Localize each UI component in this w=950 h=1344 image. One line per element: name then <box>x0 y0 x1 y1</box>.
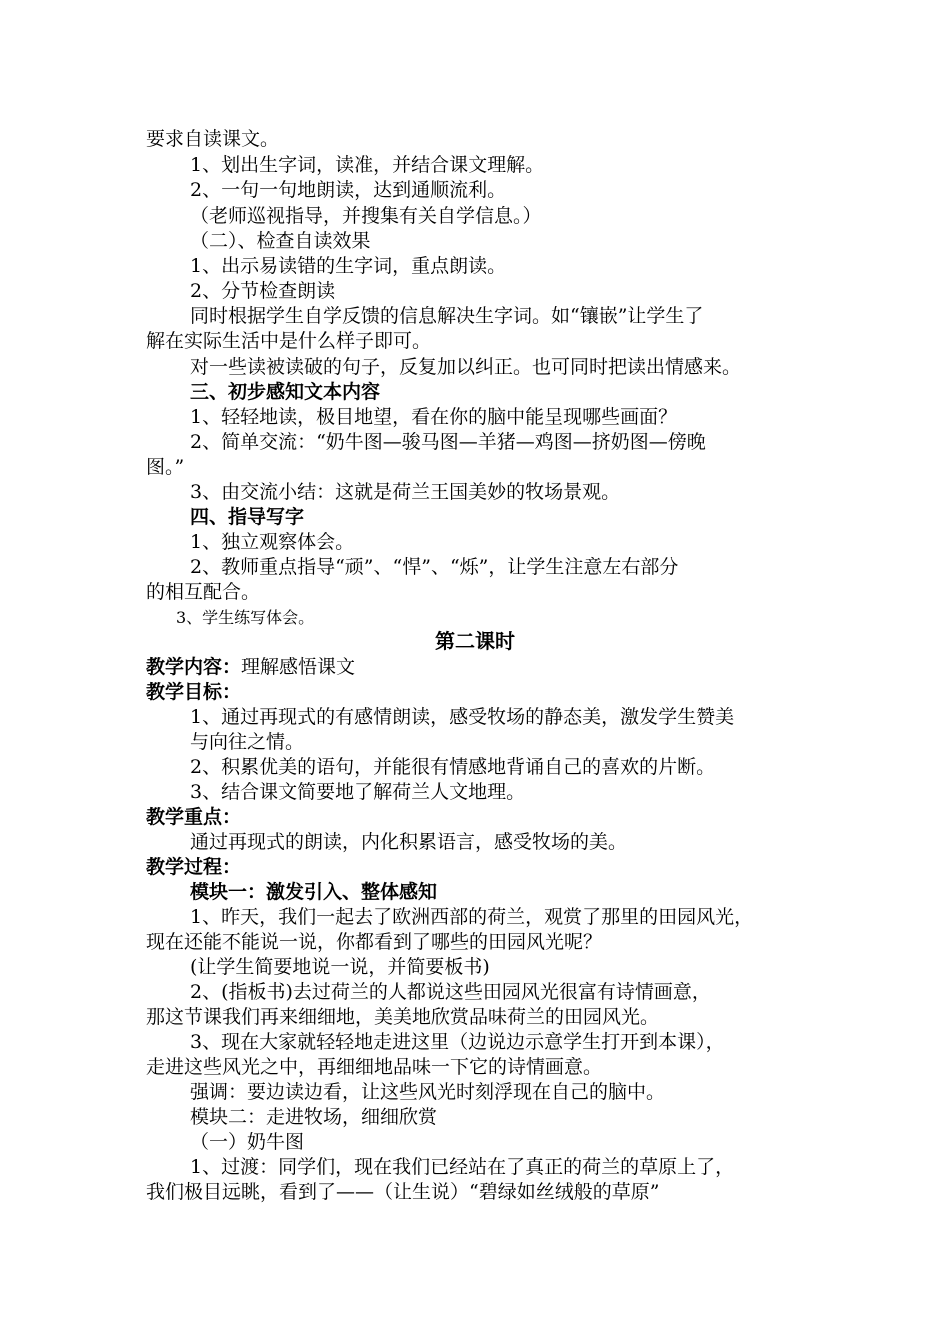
text-line: 同时根据学生自学反馈的信息解决生字词。如“镶嵌”让学生了 <box>190 305 704 327</box>
section-heading: 教学重点： <box>146 806 242 828</box>
text-line: 与向往之情。 <box>190 731 305 753</box>
lesson-title: 第二课时 <box>435 629 515 653</box>
teaching-content-value: 理解感悟课文 <box>241 656 356 678</box>
text-line: 要求自读课文。 <box>146 128 280 150</box>
text-line: 那这节课我们再来细细地，美美地欣赏品味荷兰的田园风光。 <box>146 1006 660 1028</box>
text-line: 2、分节检查朗读 <box>190 280 336 302</box>
text-line: 解在实际生活中是什么样子即可。 <box>146 330 432 352</box>
module-heading: 模块一：激发引入、整体感知 <box>190 881 438 903</box>
text-line: 走进这些风光之中，再细细地品味一下它的诗情画意。 <box>146 1056 603 1078</box>
text-line: 3、现在大家就轻轻地走进这里（边说边示意学生打开到本课）， <box>190 1031 725 1053</box>
section-heading: 教学过程： <box>146 856 242 878</box>
text-line: 1、过渡：同学们，现在我们已经站在了真正的荷兰的草原上了， <box>190 1156 735 1178</box>
text-line: 对一些读被读破的句子，反复加以纠正。也可同时把读出情感来。 <box>190 356 742 378</box>
text-line: 2、一句一句地朗读，达到通顺流利。 <box>190 179 507 201</box>
teaching-content-row <box>146 655 355 679</box>
text-line: （老师巡视指导，并搜集有关自学信息。） <box>190 205 542 227</box>
text-line: 现在还能不能说一说，你都看到了哪些的田园风光呢？ <box>146 931 603 953</box>
text-line: 1、轻轻地读，极目地望，看在你的脑中能呈现哪些画面？ <box>190 406 678 428</box>
section-heading: 三、初步感知文本内容 <box>190 381 381 403</box>
text-line: 2、积累优美的语句，并能很有情感地背诵自己的喜欢的片断。 <box>190 756 716 778</box>
text-line: 通过再现式的朗读，内化积累语言，感受牧场的美。 <box>190 831 628 853</box>
text-line: (让学生简要地说一说，并简要板书) <box>190 956 490 978</box>
text-line: 的相互配合。 <box>146 581 261 603</box>
text-line: （一）奶牛图 <box>190 1131 305 1153</box>
text-line: 2、简单交流：“奶牛图—骏马图—羊猪—鸡图—挤奶图—傍晚 <box>190 431 706 453</box>
text-line: 图。” <box>146 456 185 478</box>
text-line: 3、结合课文简要地了解荷兰人文地理。 <box>190 781 526 803</box>
text-line: 3、由交流小结：这就是荷兰王国美妙的牧场景观。 <box>190 481 621 503</box>
text-line: 我们极目远眺，看到了——（让生说）“碧绿如丝绒般的草原” <box>146 1181 660 1203</box>
text-line: 1、昨天，我们一起去了欧洲西部的荷兰，观赏了那里的田园风光， <box>190 906 754 928</box>
text-line: 2、(指板书)去过荷兰的人都说这些田园风光很富有诗情画意， <box>190 981 711 1003</box>
text-line: 2、教师重点指导“顽”、“悍”、“烁”，让学生注意左右部分 <box>190 556 679 578</box>
text-line: 强调：要边读边看，让这些风光时刻浮现在自己的脑中。 <box>190 1081 666 1103</box>
text-line: 3、学生练写体会。 <box>176 608 315 627</box>
text-line: 1、划出生字词，读准，并结合课文理解。 <box>190 154 545 176</box>
section-heading: 四、指导写字 <box>190 506 305 528</box>
text-line: 1、通过再现式的有感情朗读，感受牧场的静态美，激发学生赞美 <box>190 706 735 728</box>
text-line: 1、出示易读错的生字词，重点朗读。 <box>190 255 507 277</box>
module-heading: 模块二：走进牧场，细细欣赏 <box>190 1106 438 1128</box>
text-line: （二）、检查自读效果 <box>190 230 371 252</box>
teaching-content-label: 教学内容： <box>146 656 242 678</box>
text-line: 1、独立观察体会。 <box>190 531 355 553</box>
section-heading: 教学目标： <box>146 681 242 703</box>
